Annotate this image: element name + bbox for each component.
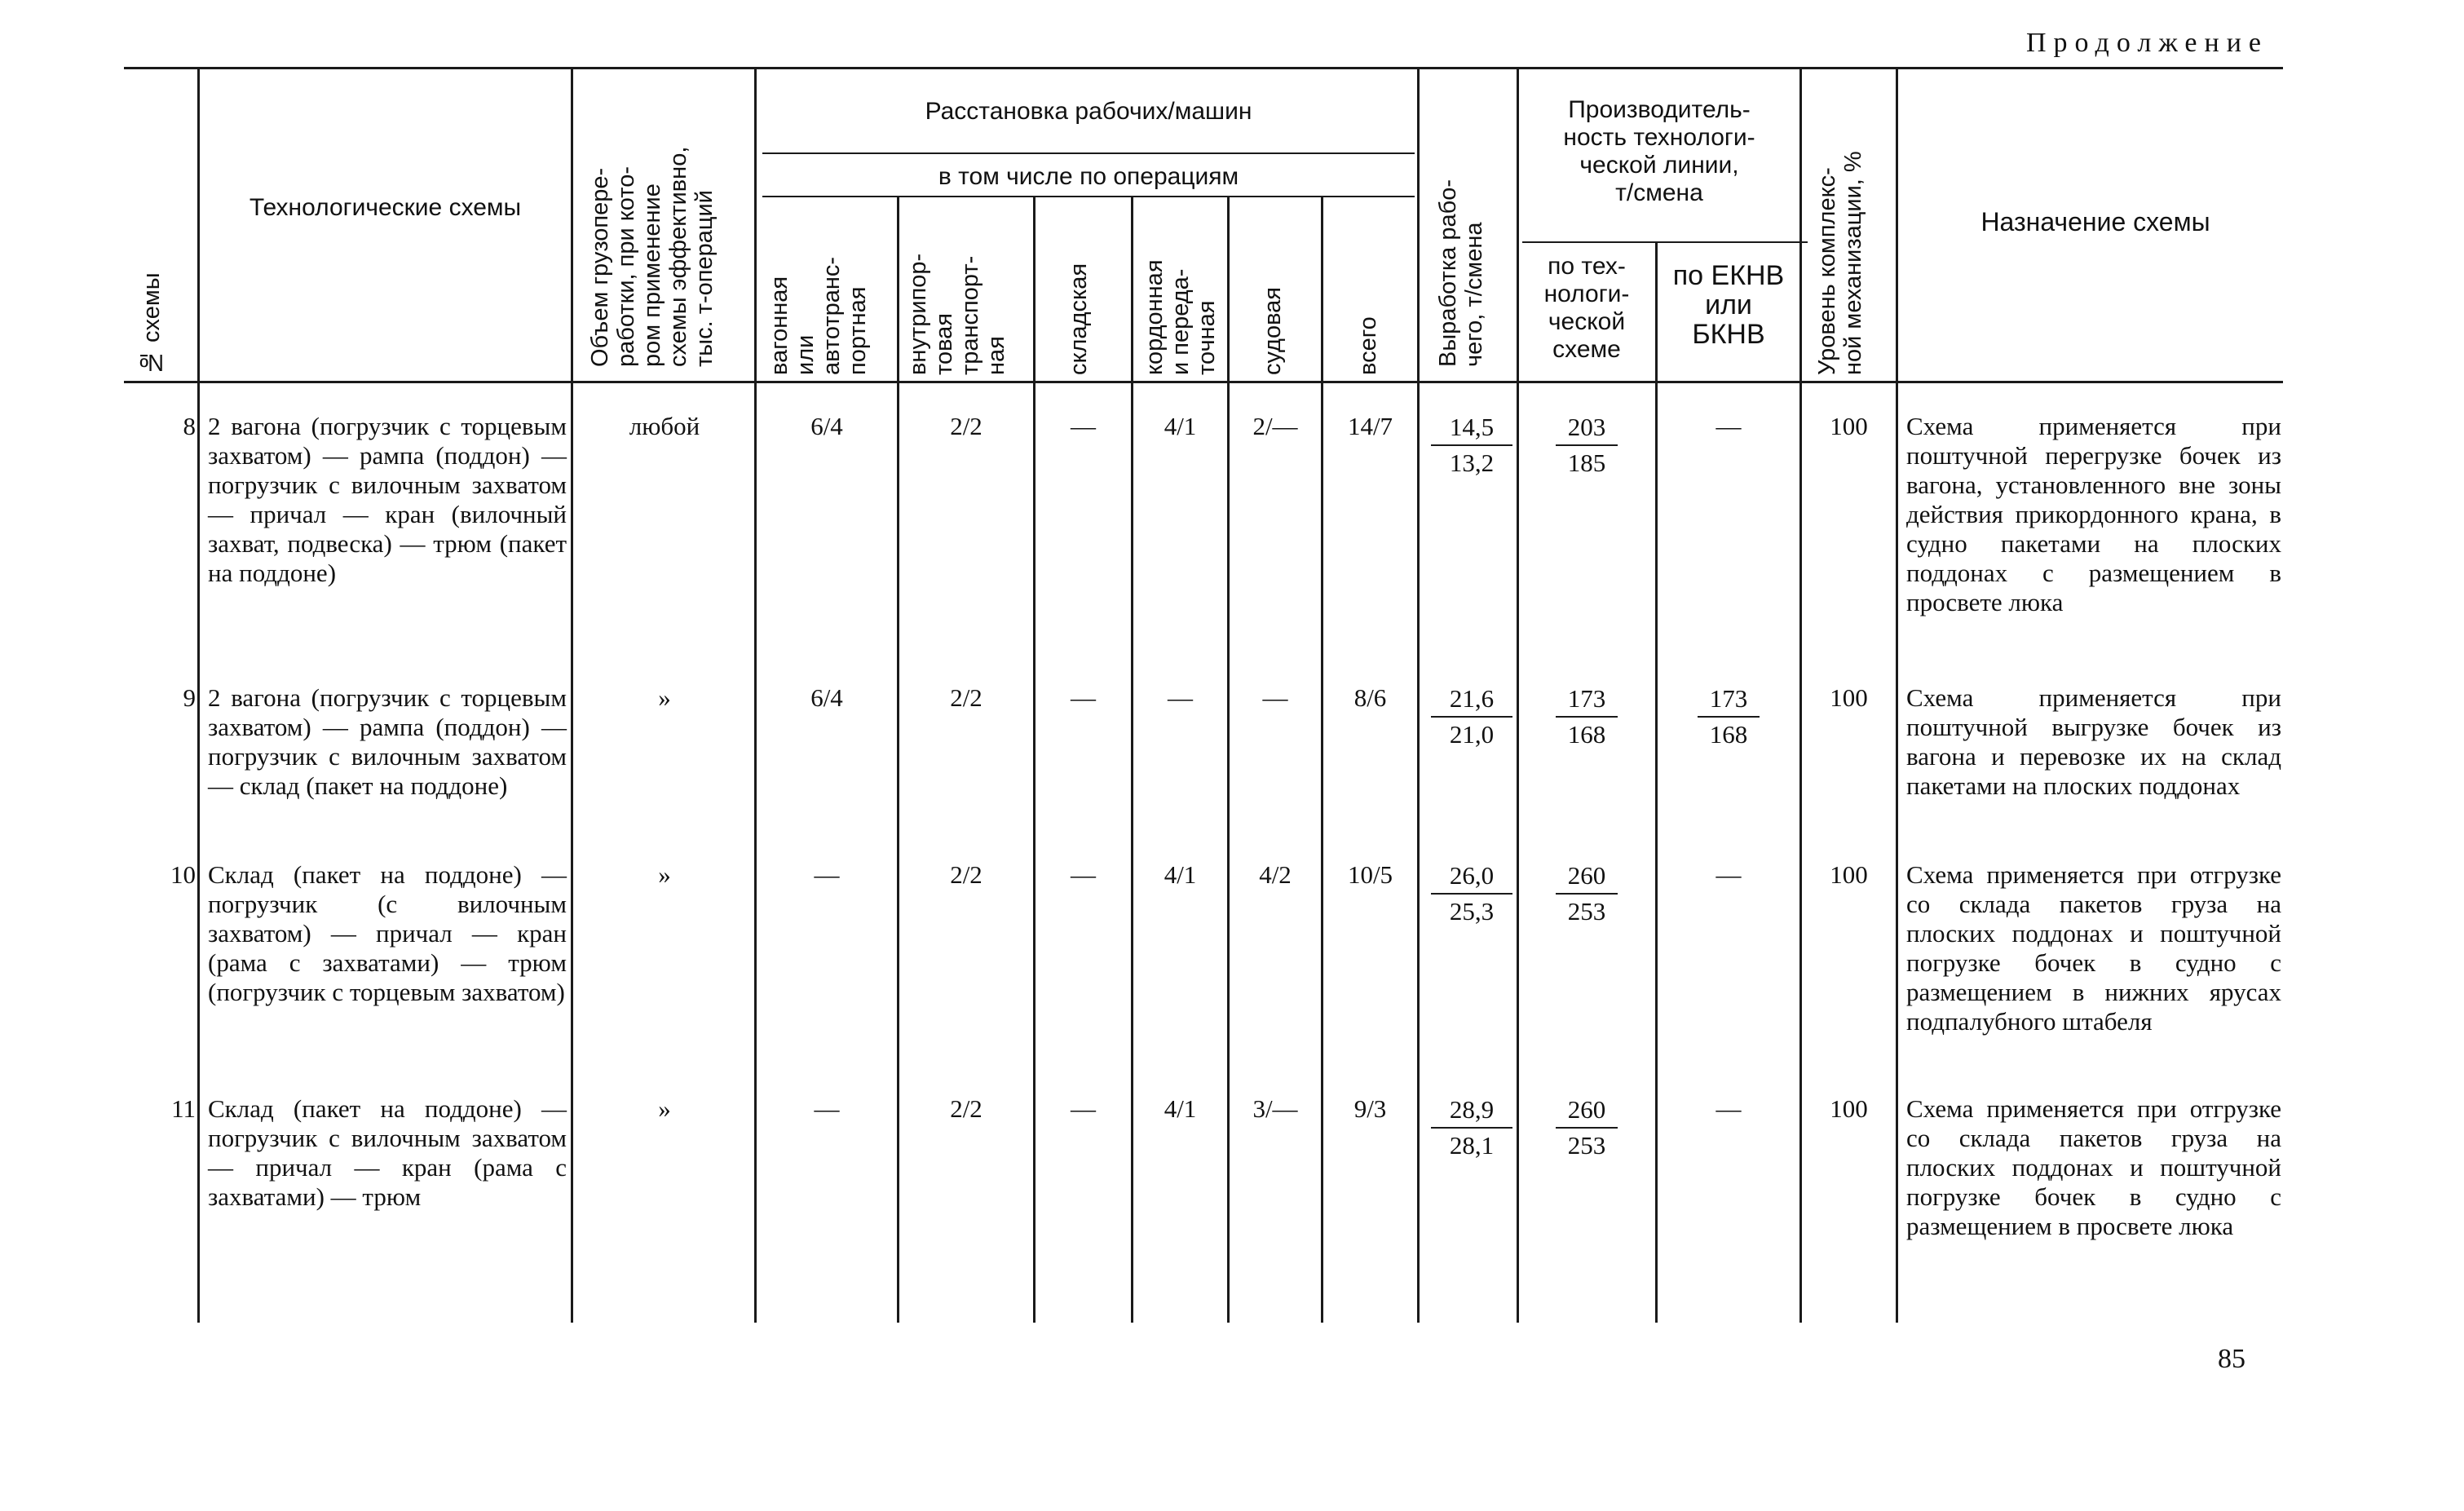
op-total: 9/3 xyxy=(1353,1094,1387,1123)
header-op-warehouse: складская xyxy=(1066,263,1092,375)
eknv-value-alt: 168 xyxy=(1709,720,1748,749)
output-value: 21,6 xyxy=(1449,684,1495,713)
op-ship: 3/— xyxy=(1252,1094,1298,1123)
output-value-alt: 13,2 xyxy=(1449,448,1495,477)
output-value: 14,5 xyxy=(1449,413,1495,441)
op-wagon: 6/4 xyxy=(810,683,843,712)
op-cordon: — xyxy=(1168,683,1193,712)
purpose-text: Схема применяется при поштучной перегрузке бочек из вагона, установленного вне зоны действия прикордонного крана, в судно пакетами на плоских поддонах с размещением в просвете люка xyxy=(1906,412,2281,616)
op-cordon: 4/1 xyxy=(1164,1094,1197,1123)
op-internal: 2/2 xyxy=(950,860,983,889)
row-number: 9 xyxy=(183,683,196,712)
header-by-scheme: по тех- нологи- ческой схеме xyxy=(1543,253,1630,363)
continuation-label: Продолжение xyxy=(2025,28,2268,58)
eknv-fraction xyxy=(1698,683,1760,750)
eknv-value: — xyxy=(1716,412,1742,440)
eknv-value: — xyxy=(1716,1094,1742,1123)
header-technological-schemes: Технологические схемы xyxy=(249,194,522,221)
output-value: 28,9 xyxy=(1449,1095,1495,1124)
eknv-value: — xyxy=(1716,860,1742,889)
row-number: 11 xyxy=(171,1094,196,1123)
op-ship: — xyxy=(1262,683,1288,712)
scheme-text: 2 вагона (погрузчик с торцевым захватом) — рампа (поддон) — погрузчик с вилочным захватом — причал — кран (вилочный захват, подвеска) — трюм (пакет на поддоне) xyxy=(208,412,567,587)
productivity-value: 260 xyxy=(1567,1095,1606,1124)
productivity-value: 173 xyxy=(1567,684,1606,713)
header-op-internal: внутрипор- товая транспорт- ная xyxy=(905,253,1009,375)
header-total: всего xyxy=(1355,316,1381,375)
op-ship: 4/2 xyxy=(1259,860,1292,889)
purpose-text: Схема применяется при отгрузке со склада пакетов груза на плоских поддонах и поштучной погрузке бочек в судно с размещением в нижних ярусах подпалубного штабеля xyxy=(1906,860,2281,1036)
header-op-cordon: кордонная и переда- точная xyxy=(1141,259,1220,375)
output-value-alt: 25,3 xyxy=(1449,897,1495,926)
op-internal: 2/2 xyxy=(950,1094,983,1123)
header-op-ship: судовая xyxy=(1260,287,1286,375)
scheme-text: Склад (пакет на поддоне) — погрузчик с вилочным захватом — причал — кран (рама с захватами) — трюм xyxy=(208,1094,567,1211)
mechanization-level: 100 xyxy=(1830,683,1868,712)
productivity-value-alt: 168 xyxy=(1567,720,1606,749)
output-value-alt: 21,0 xyxy=(1449,720,1495,749)
row-number: 10 xyxy=(170,860,196,889)
header-productivity-group: Производитель- ность технологи- ческой линии, т/смена xyxy=(1563,96,1755,206)
mechanization-level: 100 xyxy=(1830,860,1868,889)
header-output: Выработка рабо- чего, т/смена xyxy=(1435,179,1487,367)
productivity-fraction xyxy=(1556,412,1618,479)
purpose-text: Схема применяется при поштучной выгрузке бочек из вагона и перевозке их на склад пакетами на плоских поддонах xyxy=(1906,683,2281,800)
productivity-fraction xyxy=(1556,683,1618,750)
header-mechanization-level: Уровень комплекс- ной механизации, % xyxy=(1814,151,1866,375)
mechanization-level: 100 xyxy=(1830,1094,1868,1123)
output-value-alt: 28,1 xyxy=(1449,1131,1495,1160)
op-total: 14/7 xyxy=(1347,412,1393,440)
eknv-value: 173 xyxy=(1709,684,1748,713)
op-warehouse: — xyxy=(1071,1094,1096,1123)
mechanization-level: 100 xyxy=(1830,412,1868,440)
op-warehouse: — xyxy=(1071,412,1096,440)
productivity-value: 260 xyxy=(1567,861,1606,890)
scheme-text: Склад (пакет на поддоне) — погрузчик (с вилочным захватом) — причал — кран (рама с захватами) — трюм (погрузчик с торцевым захватом) xyxy=(208,860,567,1006)
op-warehouse: — xyxy=(1071,683,1096,712)
op-wagon: — xyxy=(814,860,840,889)
header-purpose: Назначение схемы xyxy=(1980,207,2210,236)
productivity-value-alt: 253 xyxy=(1567,897,1606,926)
output-fraction xyxy=(1431,412,1512,479)
productivity-fraction xyxy=(1556,1094,1618,1161)
volume: » xyxy=(658,1094,671,1123)
productivity-value-alt: 253 xyxy=(1567,1131,1606,1160)
op-cordon: 4/1 xyxy=(1164,412,1197,440)
productivity-fraction xyxy=(1556,860,1618,927)
output-fraction xyxy=(1431,860,1512,927)
op-ship: 2/— xyxy=(1252,412,1298,440)
page-number: 85 xyxy=(2218,1344,2245,1374)
header-placement-group: Расстановка рабочих/машин xyxy=(925,98,1252,125)
volume: любой xyxy=(629,412,700,440)
volume: » xyxy=(658,683,671,712)
output-fraction xyxy=(1431,683,1512,750)
op-warehouse: — xyxy=(1071,860,1096,889)
productivity-value-alt: 185 xyxy=(1567,448,1606,477)
op-internal: 2/2 xyxy=(950,412,983,440)
op-wagon: — xyxy=(814,1094,840,1123)
header-volume: Объем грузопере- работки, при кото- ром применение схемы эффективно, тыс. т-операций xyxy=(587,146,718,367)
header-by-eknv: по ЕКНВ или БКНВ xyxy=(1672,260,1785,350)
header-scheme-number: № схемы xyxy=(139,272,165,375)
row-number: 8 xyxy=(183,412,196,440)
header-op-wagon: вагонная или автотранс- портная xyxy=(766,256,871,375)
op-wagon: 6/4 xyxy=(810,412,843,440)
output-fraction xyxy=(1431,1094,1512,1161)
volume: » xyxy=(658,860,671,889)
purpose-text: Схема применяется при отгрузке со склада пакетов груза на плоских поддонах и поштучной погрузке бочек в судно с размещением в просвете люка xyxy=(1906,1094,2281,1240)
op-total: 10/5 xyxy=(1347,860,1393,889)
op-internal: 2/2 xyxy=(950,683,983,712)
scheme-text: 2 вагона (погрузчик с торцевым захватом) — рампа (поддон) — погрузчик с вилочным захватом — склад (пакет на поддоне) xyxy=(208,683,567,800)
header-operations-subgroup: в том числе по операциям xyxy=(938,163,1239,190)
op-total: 8/6 xyxy=(1353,683,1387,712)
output-value: 26,0 xyxy=(1449,861,1495,890)
op-cordon: 4/1 xyxy=(1164,860,1197,889)
productivity-value: 203 xyxy=(1567,413,1606,441)
